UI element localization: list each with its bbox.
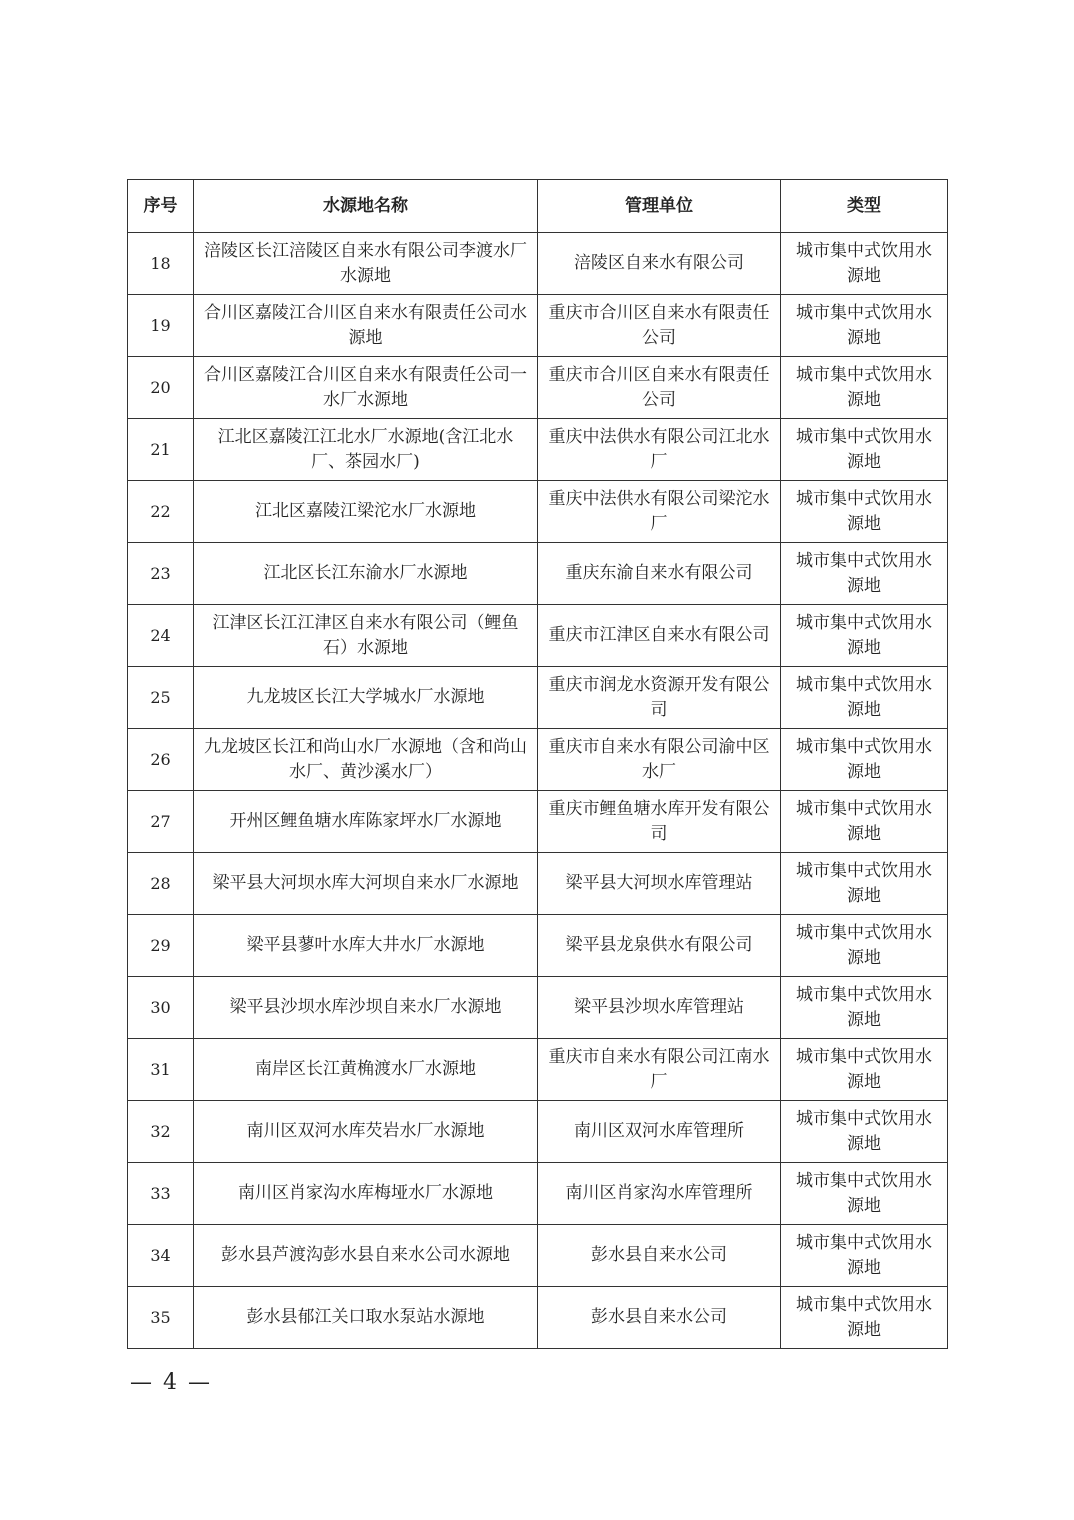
table-row [128, 1225, 948, 1287]
cell-source-name: 梁平县沙坝水库沙坝自来水厂水源地 [194, 977, 538, 1039]
cell-management-unit: 重庆市自来水有限公司江南水厂 [538, 1039, 781, 1101]
cell-management-unit: 梁平县沙坝水库管理站 [538, 977, 781, 1039]
cell-seq: 26 [128, 729, 194, 791]
cell-seq: 19 [128, 295, 194, 357]
cell-management-unit: 梁平县大河坝水库管理站 [538, 853, 781, 915]
table-row [128, 357, 948, 419]
cell-source-name: 合川区嘉陵江合川区自来水有限责任公司水源地 [194, 295, 538, 357]
cell-source-name: 梁平县大河坝水库大河坝自来水厂水源地 [194, 853, 538, 915]
table-row [128, 1039, 948, 1101]
cell-type: 城市集中式饮用水源地 [781, 667, 948, 729]
cell-seq: 29 [128, 915, 194, 977]
table-row [128, 481, 948, 543]
cell-type: 城市集中式饮用水源地 [781, 729, 948, 791]
cell-type: 城市集中式饮用水源地 [781, 1287, 948, 1349]
cell-source-name: 开州区鲤鱼塘水库陈家坪水厂水源地 [194, 791, 538, 853]
cell-seq: 32 [128, 1101, 194, 1163]
cell-source-name: 南岸区长江黄桷渡水厂水源地 [194, 1039, 538, 1101]
cell-seq: 31 [128, 1039, 194, 1101]
cell-source-name: 江北区嘉陵江梁沱水厂水源地 [194, 481, 538, 543]
table-row [128, 1163, 948, 1225]
cell-seq: 22 [128, 481, 194, 543]
cell-management-unit: 重庆市合川区自来水有限责任公司 [538, 295, 781, 357]
table-row [128, 791, 948, 853]
cell-type: 城市集中式饮用水源地 [781, 605, 948, 667]
table-row [128, 1101, 948, 1163]
cell-source-name: 九龙坡区长江和尚山水厂水源地（含和尚山水厂、黄沙溪水厂） [194, 729, 538, 791]
cell-type: 城市集中式饮用水源地 [781, 853, 948, 915]
cell-seq: 33 [128, 1163, 194, 1225]
cell-type: 城市集中式饮用水源地 [781, 1163, 948, 1225]
cell-management-unit: 彭水县自来水公司 [538, 1287, 781, 1349]
table-row [128, 543, 948, 605]
cell-management-unit: 梁平县龙泉供水有限公司 [538, 915, 781, 977]
page-number: — 4 — [130, 1370, 212, 1395]
cell-seq: 18 [128, 233, 194, 295]
water-source-table [127, 179, 948, 1349]
cell-seq: 20 [128, 357, 194, 419]
cell-seq: 24 [128, 605, 194, 667]
table-row [128, 1287, 948, 1349]
header-management-unit: 管理单位 [538, 180, 781, 233]
cell-type: 城市集中式饮用水源地 [781, 357, 948, 419]
cell-source-name: 江北区长江东渝水厂水源地 [194, 543, 538, 605]
cell-type: 城市集中式饮用水源地 [781, 915, 948, 977]
cell-type: 城市集中式饮用水源地 [781, 977, 948, 1039]
cell-management-unit: 彭水县自来水公司 [538, 1225, 781, 1287]
cell-source-name: 江津区长江江津区自来水有限公司（鲤鱼石）水源地 [194, 605, 538, 667]
cell-type: 城市集中式饮用水源地 [781, 295, 948, 357]
cell-seq: 28 [128, 853, 194, 915]
cell-source-name: 彭水县芦渡沟彭水县自来水公司水源地 [194, 1225, 538, 1287]
table-row [128, 667, 948, 729]
header-row [128, 180, 948, 233]
cell-management-unit: 涪陵区自来水有限公司 [538, 233, 781, 295]
table-row [128, 729, 948, 791]
cell-type: 城市集中式饮用水源地 [781, 791, 948, 853]
cell-type: 城市集中式饮用水源地 [781, 233, 948, 295]
cell-management-unit: 重庆市鲤鱼塘水库开发有限公司 [538, 791, 781, 853]
cell-source-name: 合川区嘉陵江合川区自来水有限责任公司一水厂水源地 [194, 357, 538, 419]
cell-type: 城市集中式饮用水源地 [781, 1101, 948, 1163]
table-row [128, 233, 948, 295]
cell-seq: 35 [128, 1287, 194, 1349]
cell-management-unit: 重庆市自来水有限公司渝中区水厂 [538, 729, 781, 791]
cell-source-name: 南川区肖家沟水库梅垭水厂水源地 [194, 1163, 538, 1225]
table-row [128, 419, 948, 481]
cell-source-name: 江北区嘉陵江江北水厂水源地(含江北水厂、茶园水厂) [194, 419, 538, 481]
cell-type: 城市集中式饮用水源地 [781, 1039, 948, 1101]
cell-management-unit: 重庆东渝自来水有限公司 [538, 543, 781, 605]
table-row [128, 915, 948, 977]
header-source-name: 水源地名称 [194, 180, 538, 233]
table-header [128, 180, 948, 233]
table-row [128, 853, 948, 915]
cell-type: 城市集中式饮用水源地 [781, 419, 948, 481]
cell-source-name: 彭水县郁江关口取水泵站水源地 [194, 1287, 538, 1349]
cell-type: 城市集中式饮用水源地 [781, 1225, 948, 1287]
cell-source-name: 南川区双河水库芡岩水厂水源地 [194, 1101, 538, 1163]
cell-source-name: 梁平县蓼叶水库大井水厂水源地 [194, 915, 538, 977]
cell-seq: 27 [128, 791, 194, 853]
cell-seq: 30 [128, 977, 194, 1039]
cell-management-unit: 南川区双河水库管理所 [538, 1101, 781, 1163]
cell-seq: 21 [128, 419, 194, 481]
cell-type: 城市集中式饮用水源地 [781, 481, 948, 543]
cell-type: 城市集中式饮用水源地 [781, 543, 948, 605]
cell-management-unit: 重庆中法供水有限公司江北水厂 [538, 419, 781, 481]
cell-source-name: 九龙坡区长江大学城水厂水源地 [194, 667, 538, 729]
cell-seq: 25 [128, 667, 194, 729]
cell-management-unit: 重庆市合川区自来水有限责任公司 [538, 357, 781, 419]
table-row [128, 977, 948, 1039]
cell-management-unit: 重庆市润龙水资源开发有限公司 [538, 667, 781, 729]
table-row [128, 295, 948, 357]
cell-seq: 34 [128, 1225, 194, 1287]
table-row [128, 605, 948, 667]
cell-source-name: 涪陵区长江涪陵区自来水有限公司李渡水厂水源地 [194, 233, 538, 295]
cell-management-unit: 重庆中法供水有限公司梁沱水厂 [538, 481, 781, 543]
cell-management-unit: 重庆市江津区自来水有限公司 [538, 605, 781, 667]
cell-management-unit: 南川区肖家沟水库管理所 [538, 1163, 781, 1225]
cell-seq: 23 [128, 543, 194, 605]
header-seq: 序号 [128, 180, 194, 233]
table-body [128, 233, 948, 1349]
header-type: 类型 [781, 180, 948, 233]
